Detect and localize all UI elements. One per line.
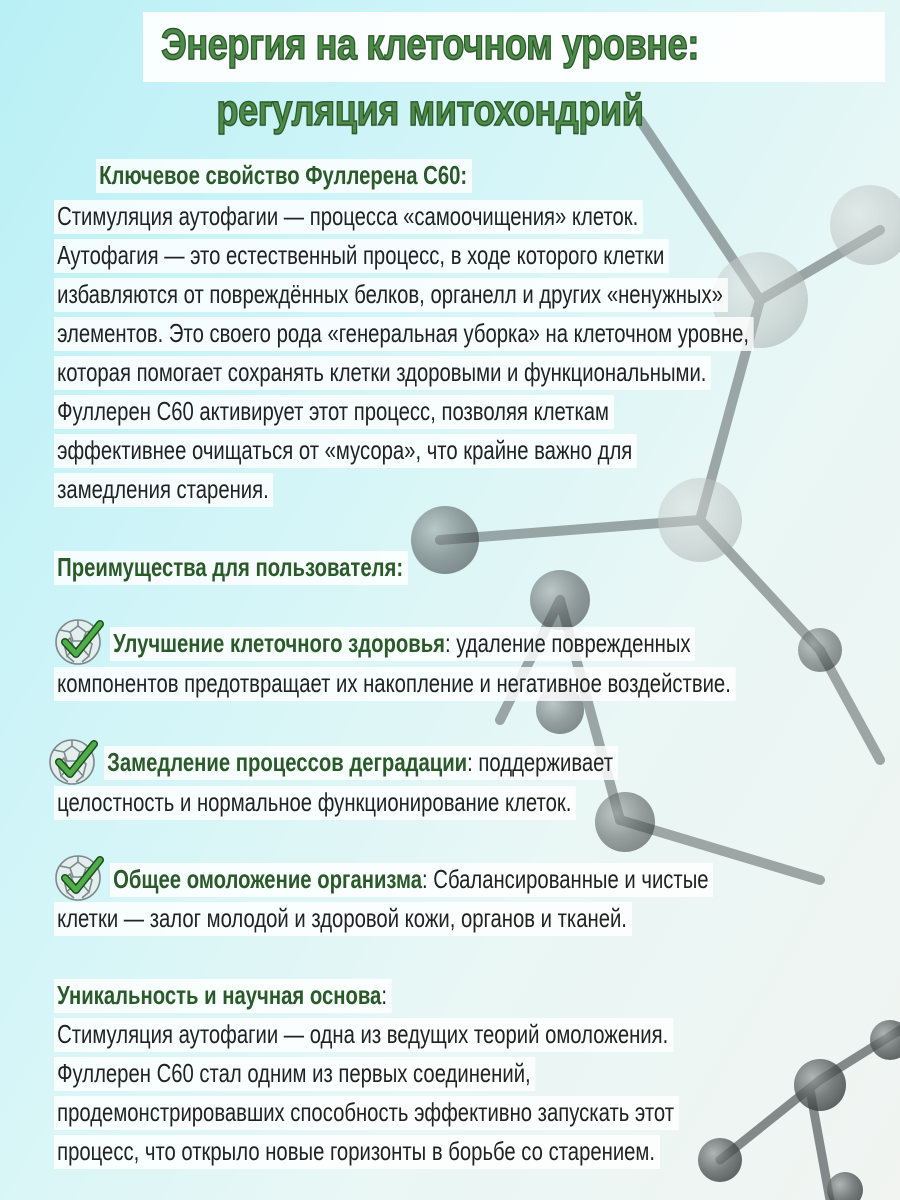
- fullerene-check-icon: [52, 850, 108, 906]
- benefit-item: Замедление процессов деградации: поддерживает: [104, 745, 618, 779]
- uniqueness-heading: Уникальность и научная основа:: [54, 978, 392, 1012]
- intro-line: Фуллерен С60 активирует этот процесс, позволяя клеткам: [54, 394, 614, 428]
- intro-line: которая помогает сохранять клетки здоровыми и функциональными.: [54, 355, 711, 389]
- uniqueness-line: Стимуляция аутофагии — одна из ведущих теорий омоложения.: [54, 1017, 673, 1051]
- benefit-item: Общее омоложение организма: Сбалансированные и чистые: [110, 862, 713, 896]
- benefit-item: Улучшение клеточного здоровья: удаление поврежденных: [110, 626, 695, 660]
- page-title-line-1: Энергия на клеточном уровне:: [161, 20, 699, 69]
- benefit-item-line-2: клетки — залог молодой и здоровой кожи, органов и тканей.: [54, 901, 632, 935]
- benefit-item-line-2: компонентов предотвращает их накопление и негативное воздействие.: [54, 666, 736, 700]
- uniqueness-line: продемонстрировавших способность эффективно запускать этот: [54, 1095, 679, 1129]
- fullerene-check-icon: [46, 734, 102, 790]
- benefits-heading: Преимущества для пользователя:: [54, 550, 408, 584]
- fullerene-check-icon: [52, 614, 108, 670]
- uniqueness-line: Фуллерен С60 стал одним из первых соединений,: [54, 1056, 535, 1090]
- page-title-line-2: регуляция митохондрий: [216, 86, 644, 135]
- intro-line: элементов. Это своего рода «генеральная уборка» на клеточном уровне,: [54, 316, 754, 350]
- intro-line: Стимуляция аутофагии — процесса «самоочищения» клеток.: [54, 199, 643, 233]
- intro-heading: Ключевое свойство Фуллерена С60:: [96, 158, 472, 192]
- intro-line: эффективнее очищаться от «мусора», что крайне важно для: [54, 433, 637, 467]
- benefit-item-line-2: целостность и нормальное функционирование клеток.: [54, 785, 576, 819]
- intro-line: Аутофагия — это естественный процесс, в ходе которого клетки: [54, 238, 669, 272]
- intro-line: избавляются от повреждённых белков, органелл и других «ненужных»: [54, 277, 728, 311]
- intro-line: замедления старения.: [54, 472, 273, 506]
- uniqueness-line: процесс, что открыло новые горизонты в борьбе со старением.: [54, 1134, 660, 1168]
